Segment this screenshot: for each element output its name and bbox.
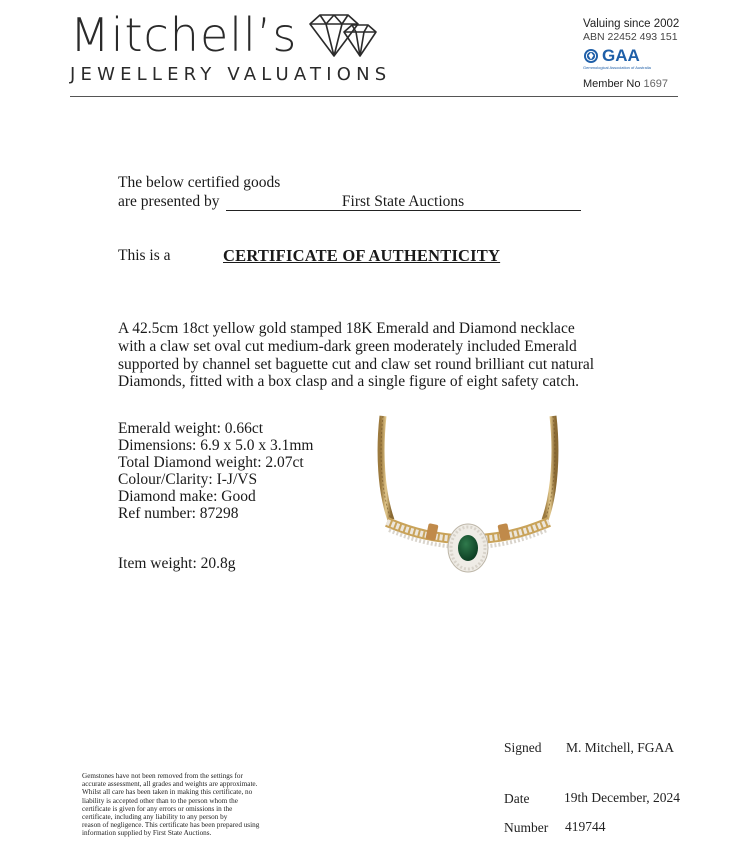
certificate-title: CERTIFICATE OF AUTHENTICITY — [223, 246, 501, 265]
valuing-since: Valuing since 2002 — [583, 18, 680, 30]
disclaimer-line: Gemstones have not been removed from the settings for — [82, 772, 243, 780]
member-label: Member No — [583, 78, 641, 90]
gaa-label: GAA — [602, 46, 640, 65]
description-line: with a claw set oval cut medium-dark green moderately included Emerald — [118, 337, 577, 355]
emerald-weight: Emerald weight: 0.66ct — [118, 420, 264, 437]
abn-number: ABN 22452 493 151 — [583, 31, 678, 43]
disclaimer-line: reason of negligence. This certificate has been prepared using — [82, 821, 260, 830]
certificate-prefix: This is a — [118, 247, 171, 264]
description-line: Diamonds, fitted with a box clasp and a single figure of eight safety catch. — [118, 373, 579, 391]
number-value: 419744 — [565, 819, 606, 834]
number-label: Number — [504, 820, 549, 835]
member-number — [583, 78, 683, 90]
header-info — [583, 18, 683, 90]
necklace-photo — [375, 412, 565, 577]
diamond-make: Diamond make: Good — [118, 488, 256, 505]
diamond-logo-icon — [306, 12, 378, 60]
date-value: 19th December, 2024 — [564, 790, 681, 805]
disclaimer-line: certificate, including any liability to any person by — [82, 813, 228, 822]
disclaimer — [82, 772, 282, 838]
presented-line-2 — [118, 193, 581, 211]
colour-clarity: Colour/Clarity: I-J/VS — [118, 471, 258, 488]
item-weight: Item weight: 20.8g — [118, 555, 236, 572]
date-label: Date — [504, 791, 530, 806]
item-specs — [118, 420, 313, 522]
disclaimer-line: liability is accepted other than to the person whom the — [82, 796, 238, 805]
gaa-subtitle: Gemmological Association of Australia — [583, 65, 651, 70]
presenter-name: First State Auctions — [226, 194, 581, 211]
presented-line-1: The below certified goods — [118, 174, 281, 191]
item-description — [118, 320, 618, 391]
description-line: supported by channel set baguette cut and claw set round brilliant cut natural — [118, 355, 595, 373]
total-diamond-weight: Total Diamond weight: 2.07ct — [118, 454, 304, 471]
brand-subtitle: JEWELLERY VALUATIONS — [70, 64, 392, 85]
dimensions: Dimensions: 6.9 x 5.0 x 3.1mm — [118, 437, 314, 454]
ref-number: Ref number: 87298 — [118, 505, 239, 522]
gaa-badge — [583, 46, 683, 66]
signed-value: M. Mitchell, FGAA — [566, 740, 674, 755]
member-value: 1697 — [643, 78, 669, 90]
gaa-logo-icon — [583, 48, 599, 64]
brand-name: Mitchell’s — [70, 8, 298, 62]
disclaimer-line: information supplied by First State Auctions. — [82, 829, 212, 838]
presented-label: are presented by — [118, 193, 220, 210]
header-divider — [70, 96, 678, 97]
disclaimer-line: certificate is given for any errors or omissions in the — [82, 804, 233, 813]
signed-label: Signed — [504, 740, 542, 755]
description-line: A 42.5cm 18ct yellow gold stamped 18K Emerald and Diamond necklace — [118, 320, 575, 337]
disclaimer-line: accurate assessment, all grades and weights are approximate. — [82, 780, 258, 789]
disclaimer-line: Whilst all care has been taken in making this certificate, no — [82, 788, 253, 797]
